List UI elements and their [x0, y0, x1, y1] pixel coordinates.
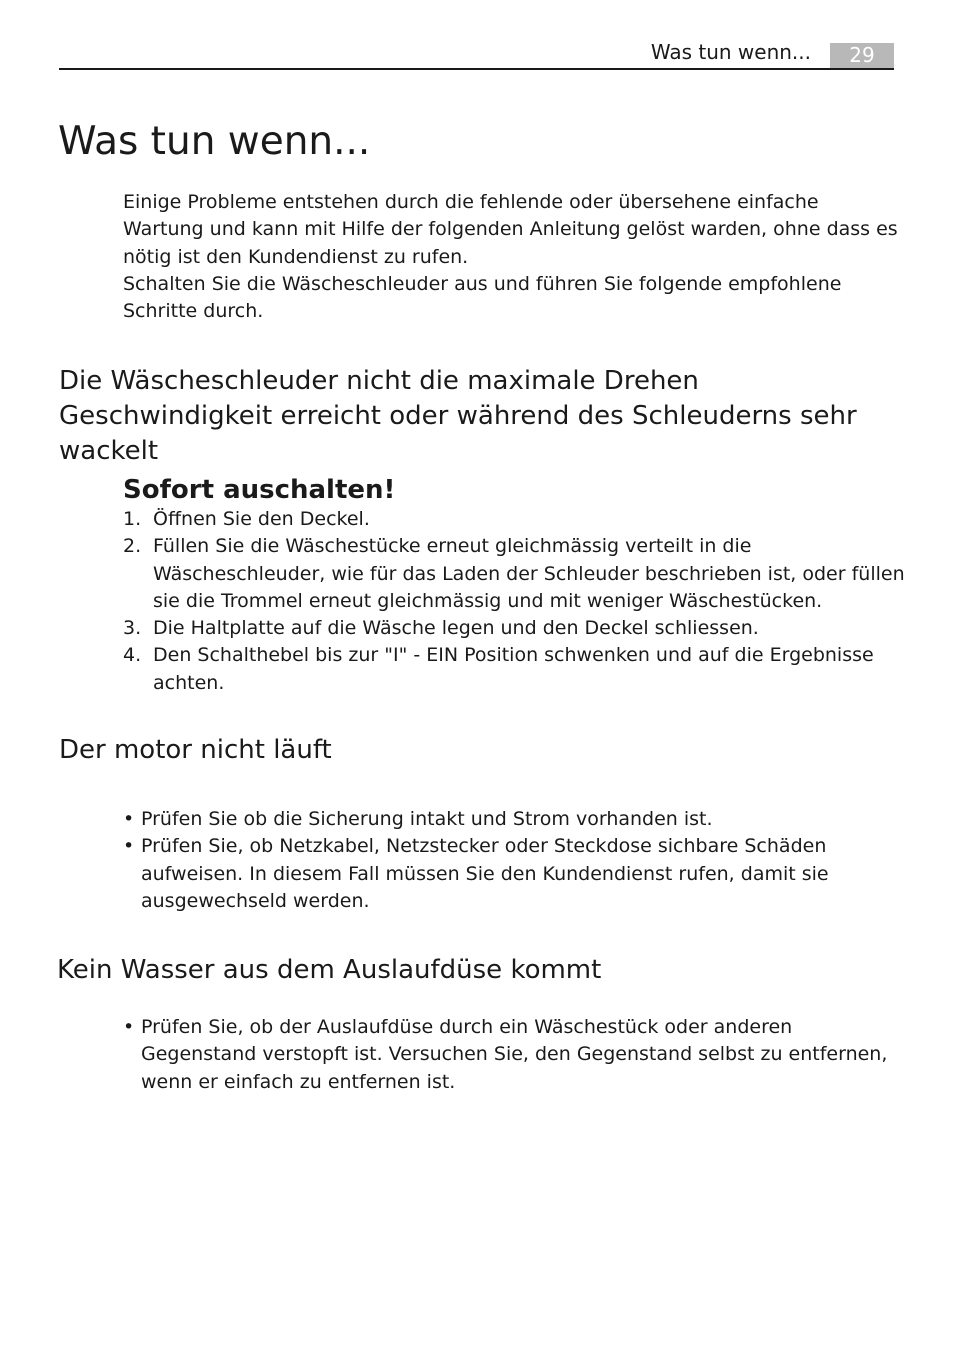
bullet-icon: •: [123, 808, 135, 830]
list-item: [123, 833, 893, 915]
page-title: Was tun wenn...: [58, 119, 371, 164]
bullet-list-water: [123, 1014, 893, 1096]
intro-paragraph: Einige Probleme entstehen durch die fehlende oder übersehene einfache Wartung und kann mit Hilfe der folgenden Anleitung gelöst warden, ohne dass es nötig ist den Kundendienst zu rufen.: [123, 191, 898, 268]
list-item: [123, 506, 913, 533]
bullet-text: Prüfen Sie, ob Netzkabel, Netzstecker oder Steckdose sichbare Schäden aufweisen. In diesem Fall müssen Sie den Kundendienst rufen, damit sie ausgewechseld werden.: [141, 835, 829, 912]
step-number: 1.: [123, 508, 142, 530]
bullet-list-motor: [123, 806, 893, 915]
section-heading-no-water: Kein Wasser aus dem Auslaufdüse kommt: [57, 955, 602, 985]
step-number: 3.: [123, 617, 142, 640]
bullet-icon: •: [123, 835, 135, 858]
running-title: Was tun wenn...: [650, 40, 811, 64]
step-number: 4.: [123, 644, 142, 667]
bullet-text: Prüfen Sie ob die Sicherung intakt und Strom vorhanden ist.: [141, 808, 713, 830]
list-item: [123, 533, 913, 615]
list-item: [123, 615, 913, 642]
warning-subheading: Sofort auschalten!: [123, 475, 396, 505]
bullet-icon: •: [123, 1016, 135, 1038]
step-number: 2.: [123, 535, 142, 558]
header-divider: [59, 68, 894, 70]
step-text: Die Haltplatte auf die Wäsche legen und den Deckel schliessen.: [153, 617, 759, 640]
section-heading-spin-problem: Die Wäscheschleuder nicht die maximale Drehen Geschwindigkeit erreicht oder während des Schleuderns sehr wackelt: [59, 366, 857, 466]
step-text: Öffnen Sie den Deckel.: [153, 508, 370, 530]
bullet-text: Prüfen Sie, ob der Auslaufdüse durch ein Wäschestück oder anderen Gegenstand verstopft ist. Versuchen Sie, den Gegenstand selbst zu entfernen, wenn er einfach zu entfernen ist.: [141, 1016, 888, 1093]
list-item: [123, 806, 893, 833]
steps-list: [123, 506, 913, 697]
intro-paragraph: Schalten Sie die Wäscheschleuder aus und führen Sie folgende empfohlene Schritte durch.: [123, 272, 842, 323]
step-text: Den Schalthebel bis zur "I" - EIN Position schwenken und auf die Ergebnisse achten.: [153, 644, 874, 694]
list-item: [123, 642, 913, 697]
page-number-badge: 29: [830, 43, 894, 68]
step-text: Füllen Sie die Wäschestücke erneut gleichmässig verteilt in die Wäscheschleuder, wie für das Laden der Schleuder beschrieben ist, oder füllen sie die Trommel erneut gleichmässig und mit weniger Wäschestücken.: [153, 535, 905, 612]
intro-text: [123, 189, 898, 325]
section-heading-motor: Der motor nicht läuft: [59, 735, 332, 765]
list-item: [123, 1014, 893, 1096]
